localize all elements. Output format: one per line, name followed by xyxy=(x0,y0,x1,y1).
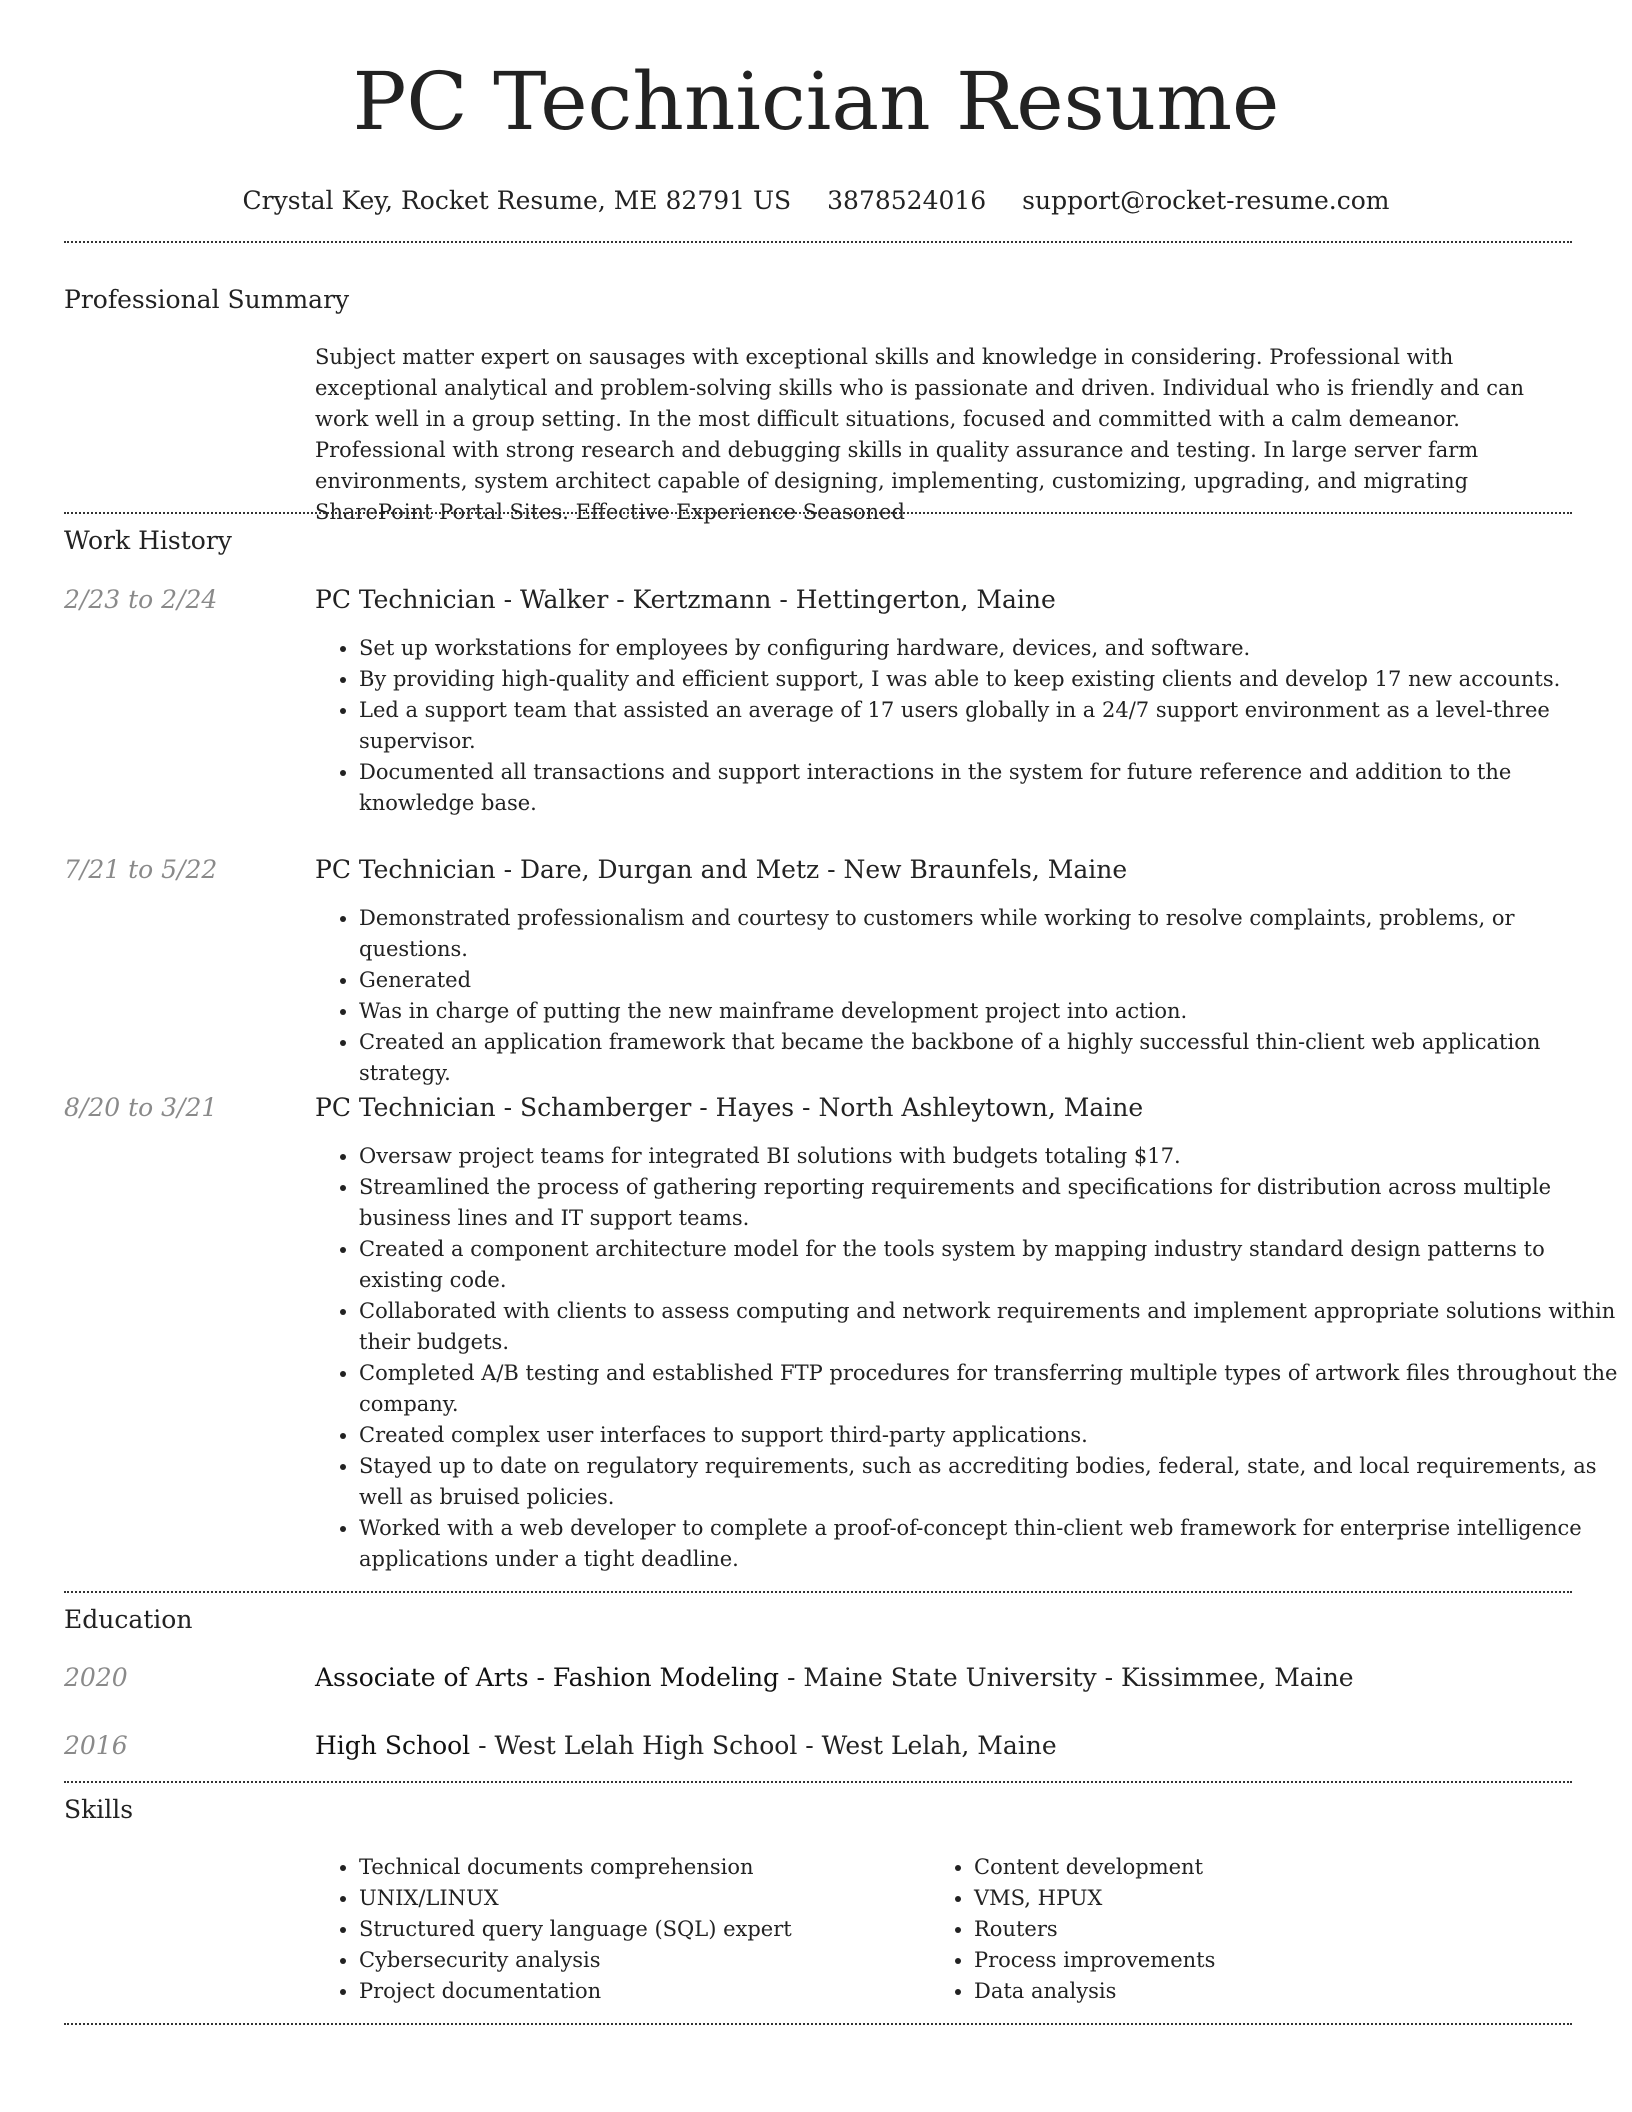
list-item: • Structured query language (SQL) expert xyxy=(359,1914,919,1945)
education-year: 2020 xyxy=(64,1663,128,1692)
divider xyxy=(64,2023,1572,2025)
contact-phone: 3878524016 xyxy=(827,186,987,215)
contact-email: support@rocket-resume.com xyxy=(1022,186,1390,215)
list-item: • Cybersecurity analysis xyxy=(359,1945,919,1976)
job-title: PC Technician - Walker - Kertzmann - Hettingerton, Maine xyxy=(315,585,1056,614)
list-item: • Created an application framework that became the backbone of a highly successful thin-client web application strategy. xyxy=(359,1027,1619,1089)
education-title xyxy=(315,1729,1057,1763)
education-title xyxy=(315,1661,1354,1695)
list-item: • Collaborated with clients to assess computing and network requirements and implement appropriate solutions within their budgets. xyxy=(359,1296,1619,1358)
list-item: • Created a component architecture model for the tools system by mapping industry standard design patterns to existing code. xyxy=(359,1234,1619,1296)
list-item: • Process improvements xyxy=(974,1945,1534,1976)
list-item: • UNIX/LINUX xyxy=(359,1883,919,1914)
summary-text: Subject matter expert on sausages with exceptional skills and knowledge in considering. Professional with exceptional analytical and problem-solving skills who is passionate and driven. Individual who is friendly and can work well in a group setting. In the most difficult situations, focused and committed with a calm demeanor. Professional with strong research and debugging skills in quality assurance and testing. In large server farm environments, system architect capable of designing, implementing, customizing, upgrading, and migrating SharePoint Portal Sites. Effective Experience Seasoned xyxy=(315,345,1525,524)
list-item: • Set up workstations for employees by configuring hardware, devices, and software. xyxy=(359,633,1619,664)
list-item: • Streamlined the process of gathering reporting requirements and specifications for distribution across multiple business lines and IT support teams. xyxy=(359,1172,1619,1234)
contact-address: Crystal Key, Rocket Resume, ME 82791 US xyxy=(242,186,792,215)
list-item: • Technical documents comprehension xyxy=(359,1852,919,1883)
job-title: PC Technician - Schamberger - Hayes - North Ashleytown, Maine xyxy=(315,1093,1144,1122)
list-item: • VMS, HPUX xyxy=(974,1883,1534,1914)
education-school: - Maine State University - Kissimmee, Maine xyxy=(779,1663,1354,1692)
section-title-education: Education xyxy=(64,1605,193,1634)
list-item: • Oversaw project teams for integrated BI solutions with budgets totaling $17. xyxy=(359,1141,1619,1172)
education-year: 2016 xyxy=(64,1731,128,1760)
divider xyxy=(64,1781,1572,1783)
divider xyxy=(64,241,1572,243)
job-dates: 8/20 to 3/21 xyxy=(64,1093,218,1122)
list-item: • Worked with a web developer to complete a proof-of-concept thin-client web framework for enterprise intelligence applications under a tight deadline. xyxy=(359,1513,1619,1575)
section-title-skills: Skills xyxy=(64,1795,134,1824)
list-item: • Project documentation xyxy=(359,1976,919,2007)
list-item: • Generated xyxy=(359,965,1619,996)
list-item: • Documented all transactions and support interactions in the system for future reference and addition to the knowledge base. xyxy=(359,757,1619,819)
divider xyxy=(64,1591,1572,1593)
job-bullets xyxy=(315,903,1619,1089)
list-item: • Data analysis xyxy=(974,1976,1534,2007)
job-dates: 2/23 to 2/24 xyxy=(64,585,218,614)
skills-list-right xyxy=(930,1852,1534,2007)
list-item: • Was in charge of putting the new mainframe development project into action. xyxy=(359,996,1619,1027)
section-title-work: Work History xyxy=(64,526,232,555)
divider xyxy=(64,512,1572,514)
job-title: PC Technician - Dare, Durgan and Metz - New Braunfels, Maine xyxy=(315,855,1128,884)
list-item: • Completed A/B testing and established FTP procedures for transferring multiple types of artwork files throughout the company. xyxy=(359,1358,1619,1420)
list-item: • Demonstrated professionalism and courtesy to customers while working to resolve complaints, problems, or questions. xyxy=(359,903,1619,965)
list-item: • Stayed up to date on regulatory requirements, such as accrediting bodies, federal, state, and local requirements, as well as bruised policies. xyxy=(359,1451,1619,1513)
job-bullets xyxy=(315,633,1619,819)
skills-list-left xyxy=(315,1852,919,2007)
resume-header xyxy=(0,52,1632,218)
list-item: • By providing high-quality and efficient support, I was able to keep existing clients and develop 17 new accounts. xyxy=(359,664,1619,695)
education-school: - West Lelah High School - West Lelah, Maine xyxy=(470,1731,1057,1760)
contact-line xyxy=(0,184,1632,218)
education-degree: Associate of Arts - Fashion Modeling xyxy=(315,1663,780,1692)
job-bullets xyxy=(315,1141,1619,1575)
section-title-summary: Professional Summary xyxy=(64,285,350,314)
list-item: • Content development xyxy=(974,1852,1534,1883)
list-item: • Created complex user interfaces to support third-party applications. xyxy=(359,1420,1619,1451)
education-degree: High School xyxy=(315,1731,471,1760)
list-item: • Led a support team that assisted an average of 17 users globally in a 24/7 support environment as a level-three supervisor. xyxy=(359,695,1619,757)
list-item: • Routers xyxy=(974,1914,1534,1945)
page-title: PC Technician Resume xyxy=(352,55,1280,148)
job-dates: 7/21 to 5/22 xyxy=(64,855,218,884)
